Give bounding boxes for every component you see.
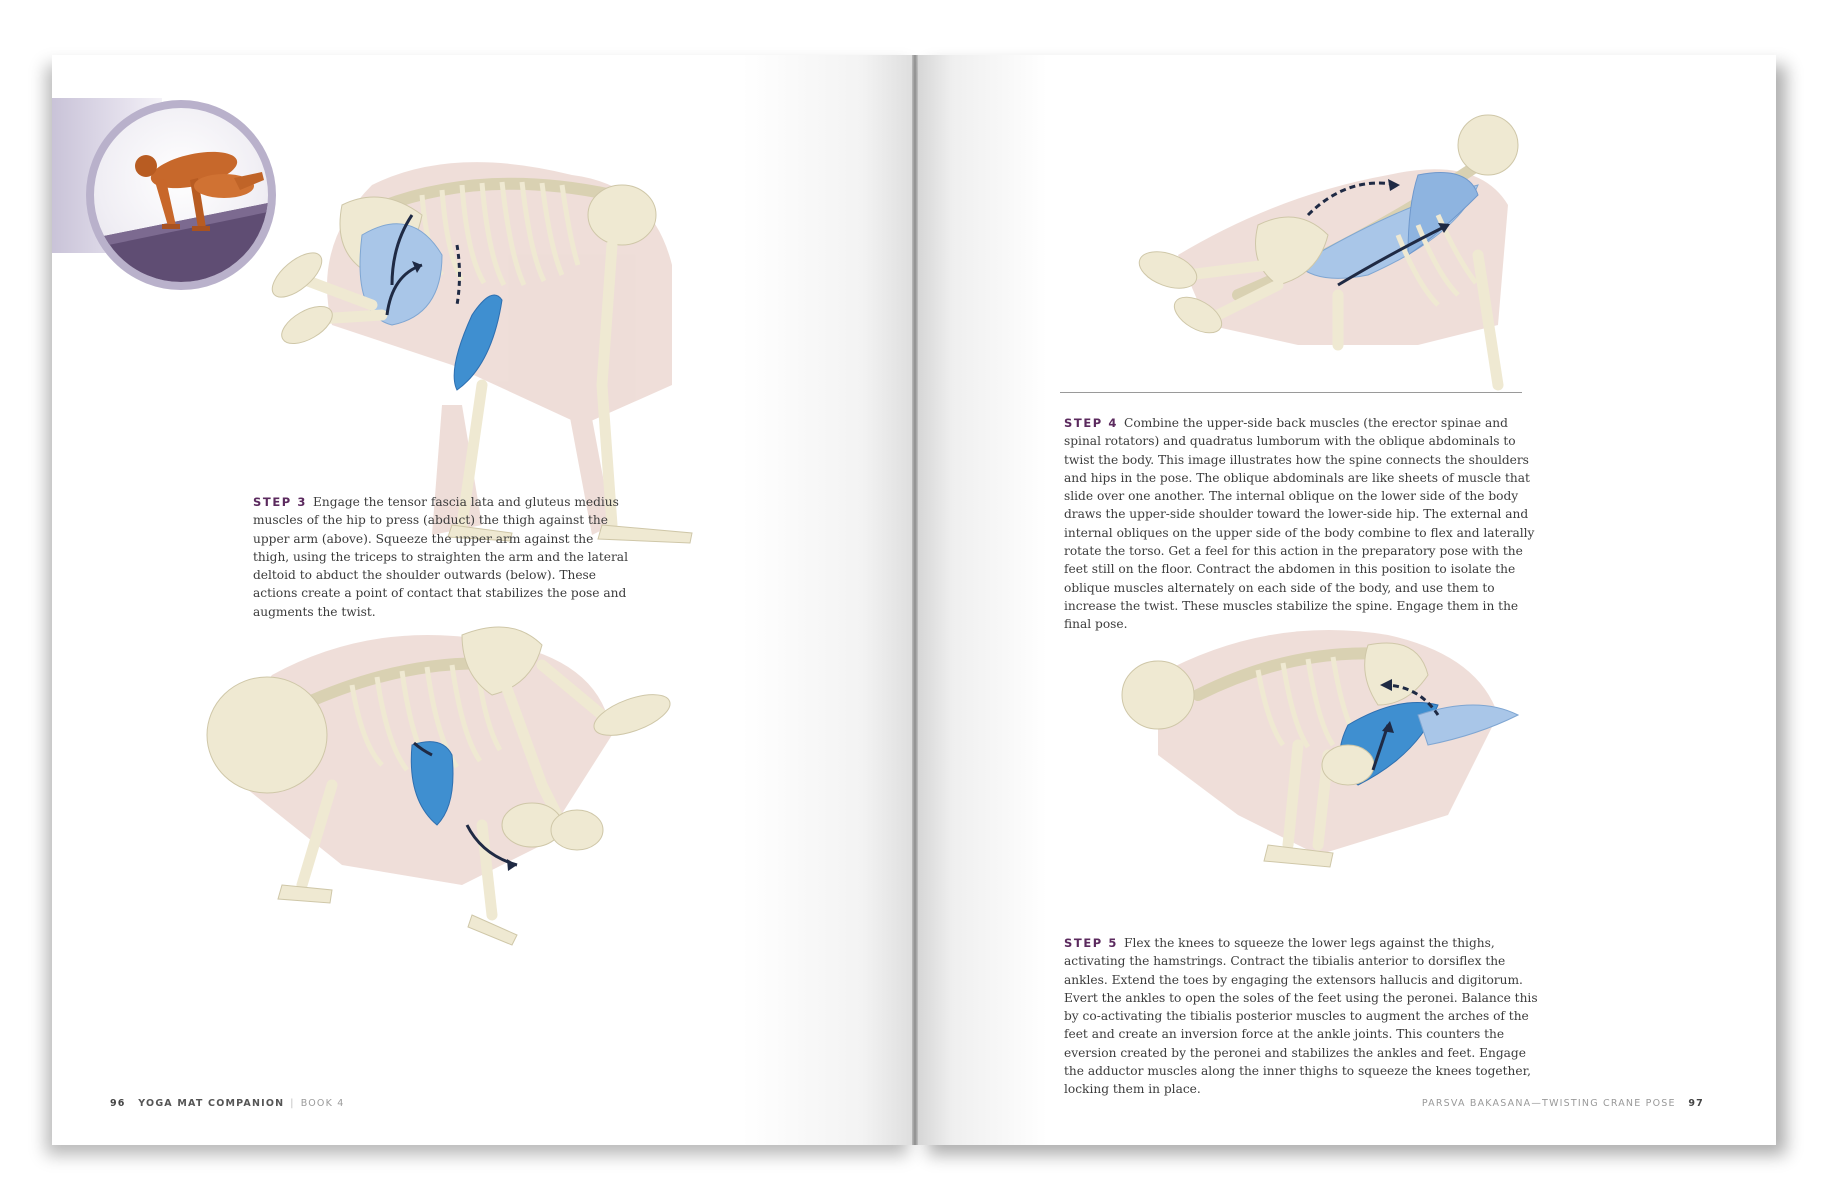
book-label: BOOK 4 [300, 1098, 345, 1109]
thumbnail-pose-image [94, 108, 268, 282]
step4-illustration [1118, 85, 1578, 405]
book-spread [52, 55, 1776, 1145]
pose-thumbnail [86, 100, 276, 290]
step4-body: Combine the upper-side back muscles (the erector spinae and spinal rotators) and quadratus lumborum with the oblique abdominals to twist the body. This image illustrates how the spine connects the shoulders and hips in the pose. The oblique abdominals are like sheets of muscle that slide over one another. The internal oblique on the lower side of the body draws the upper-side shoulder toward the lower-side hip. The external and internal obliques on the upper side of the body combine to flex and laterally rotate the torso. Get a feel for this action in the preparatory pose with the feet still on the floor. Contract the abdomen in this position to isolate the oblique muscles alternately on each side of the body, and use them to increase the twist. These muscles stabilize the spine. Engage them in the final pose. [1064, 416, 1535, 632]
step3-body: Engage the tensor fascia lata and gluteus medius muscles of the hip to press (abduct) the thigh against the upper arm (above). Squeeze the upper arm against the thigh, using the triceps to straighten the arm and the lateral deltoid to abduct the shoulder outwards (below). These actions create a point of contact that stabilizes the pose and augments the twist. [253, 495, 628, 619]
step5-text [1064, 934, 1542, 1099]
left-footer [110, 1098, 345, 1109]
section-divider [1060, 392, 1522, 393]
step5-body: Flex the knees to squeeze the lower legs against the thighs, activating the hamstrings. Contract the tibialis anterior to dorsiflex the ankles. Extend the toes by engaging the extensors hallucis and digitorum. Evert the ankles to open the soles of the feet using the peronei. Balance this by co-activating the tibialis posterior muscles to augment the arches of the feet and create an inversion force at the ankle joints. This counters the eversion created by the peronei and stabilizes the ankles and feet. Engage the adductor muscles along the inner thighs to squeeze the knees together, locking them in place. [1064, 936, 1538, 1097]
step4-label: STEP 4 [1064, 416, 1119, 430]
step4-text [1064, 414, 1542, 634]
step5-label: STEP 5 [1064, 936, 1119, 950]
step3-label: STEP 3 [253, 495, 308, 509]
step3-bottom-illustration [182, 585, 682, 995]
right-page [918, 55, 1776, 1145]
left-page [52, 55, 914, 1145]
right-page-number: 97 [1688, 1098, 1704, 1109]
footer-separator: | [290, 1098, 295, 1109]
step5-illustration [1118, 615, 1548, 915]
step3-top-illustration [252, 125, 742, 555]
left-page-number: 96 [110, 1098, 126, 1109]
book-title: YOGA MAT COMPANION [138, 1098, 285, 1109]
pose-title: PARSVA BAKASANA—TWISTING CRANE POSE [1421, 1098, 1676, 1109]
right-footer [1422, 1098, 1704, 1109]
